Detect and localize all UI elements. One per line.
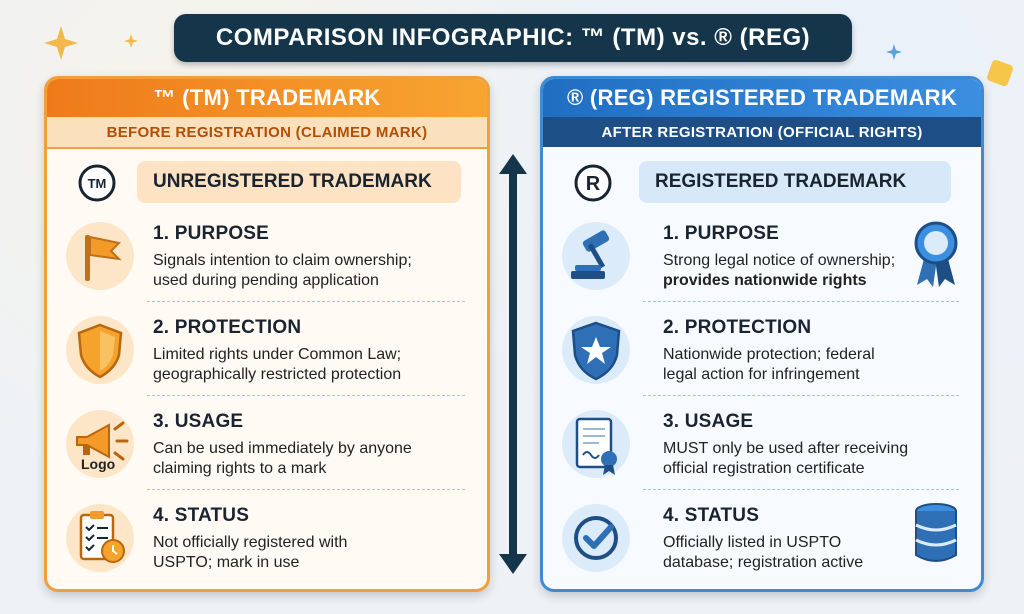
reg-status-desc-2: database; registration active — [663, 554, 864, 571]
logo-label: Logo — [81, 456, 116, 472]
database-icon — [913, 503, 959, 565]
tm-status-desc-2: USPTO; mark in use — [153, 554, 300, 571]
reg-protection-heading: 2. PROTECTION — [663, 317, 812, 338]
ribbon-award-icon — [909, 219, 963, 289]
tm-usage-desc-1: Can be used immediately by anyone — [153, 440, 412, 457]
checkmark-icon — [561, 503, 631, 573]
clipboard-clock-icon — [65, 503, 135, 573]
certificate-icon — [561, 409, 631, 479]
divider — [147, 395, 465, 396]
reg-protection-row — [543, 307, 981, 399]
reg-usage-row — [543, 401, 981, 493]
tm-protection-heading: 2. PROTECTION — [153, 317, 302, 338]
reg-panel-header: ® (REG) REGISTERED TRADEMARK — [543, 79, 981, 117]
divider — [643, 301, 959, 302]
reg-panel — [540, 76, 984, 592]
divider — [643, 395, 959, 396]
reg-panel-subheader: AFTER REGISTRATION (OFFICIAL RIGHTS) — [543, 117, 981, 147]
reg-status-row — [543, 495, 981, 587]
tm-protection-desc-1: Limited rights under Common Law; — [153, 346, 402, 363]
tm-panel-subheader: BEFORE REGISTRATION (CLAIMED MARK) — [47, 117, 487, 149]
reg-usage-desc-1: MUST only be used after receiving — [663, 440, 909, 457]
tm-kind-label: UNREGISTERED TRADEMARK — [137, 161, 461, 203]
reg-usage-desc-2: official registration certificate — [663, 460, 865, 477]
double-arrow-icon — [498, 154, 528, 574]
svg-text:R: R — [585, 173, 601, 195]
reg-kind-label: REGISTERED TRADEMARK — [639, 161, 951, 203]
tm-usage-desc-2: claiming rights to a mark — [153, 460, 327, 477]
shield-icon — [65, 315, 135, 385]
svg-text:TM: TM — [87, 176, 107, 191]
sparkle-icon — [985, 58, 1015, 88]
tm-usage-heading: 3. USAGE — [153, 411, 244, 432]
tm-panel — [44, 76, 490, 592]
gavel-icon — [561, 221, 631, 291]
page-title: COMPARISON INFOGRAPHIC: ™ (TM) vs. ® (REG) — [174, 14, 852, 62]
registered-symbol-icon — [573, 163, 613, 203]
reg-protection-desc-2: legal action for infringement — [663, 366, 860, 383]
reg-purpose-desc-2: provides nationwide rights — [663, 272, 867, 289]
divider — [147, 301, 465, 302]
tm-panel-header: ™ (TM) TRADEMARK — [47, 79, 487, 117]
tm-status-heading: 4. STATUS — [153, 505, 250, 526]
divider — [643, 489, 959, 490]
tm-protection-row — [47, 307, 487, 399]
tm-status-desc-1: Not officially registered with — [153, 534, 348, 551]
star-shield-icon — [561, 315, 631, 385]
tm-purpose-desc-2: used during pending application — [153, 272, 379, 289]
tm-protection-desc-2: geographically restricted protection — [153, 366, 402, 383]
flag-icon — [65, 221, 135, 291]
reg-purpose-heading: 1. PURPOSE — [663, 223, 780, 244]
reg-protection-desc-1: Nationwide protection; federal — [663, 346, 875, 363]
tm-purpose-desc-1: Signals intention to claim ownership; — [153, 252, 412, 269]
reg-purpose-row — [543, 213, 981, 305]
sparkle-icon — [44, 26, 78, 60]
tm-usage-row — [47, 401, 487, 493]
tm-purpose-heading: 1. PURPOSE — [153, 223, 270, 244]
reg-purpose-desc-1: Strong legal notice of ownership; — [663, 252, 896, 269]
tm-status-row — [47, 495, 487, 587]
reg-usage-heading: 3. USAGE — [663, 411, 754, 432]
sparkle-icon — [886, 44, 902, 60]
reg-status-heading: 4. STATUS — [663, 505, 760, 526]
tm-purpose-row — [47, 213, 487, 305]
tm-symbol-icon — [77, 163, 117, 203]
sparkle-icon — [124, 34, 138, 48]
reg-status-desc-1: Officially listed in USPTO — [663, 534, 842, 551]
divider — [147, 489, 465, 490]
